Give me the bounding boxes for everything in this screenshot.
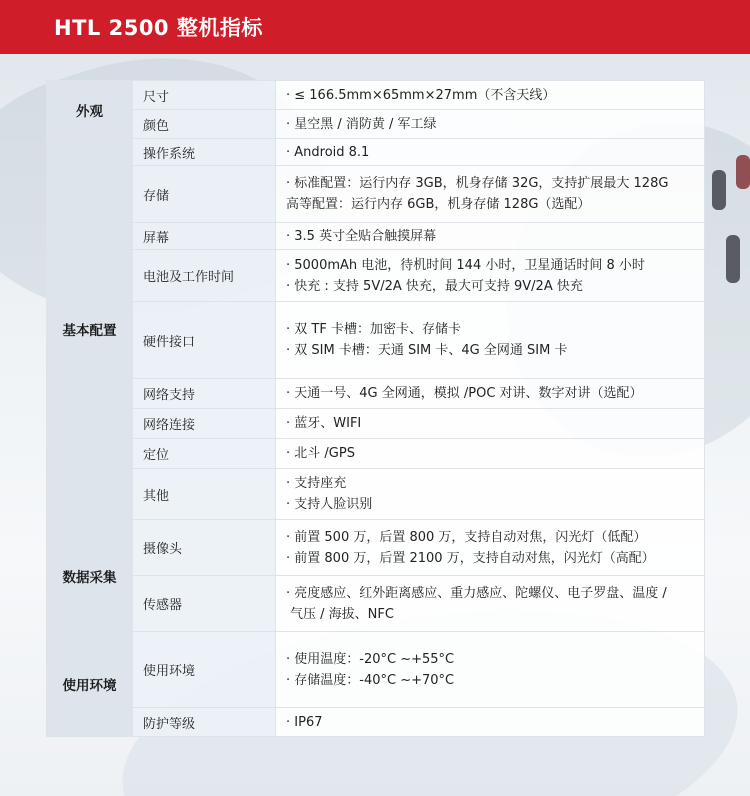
item-cell: 防护等级 bbox=[133, 708, 276, 737]
table-row bbox=[47, 576, 705, 632]
item-cell: 存储 bbox=[133, 166, 276, 223]
value-cell: · ≤ 166.5mm×65mm×27mm（不含天线） bbox=[276, 81, 705, 110]
value-cell: · Android 8.1 bbox=[276, 139, 705, 166]
category-cell: 基本配置 bbox=[47, 139, 133, 520]
climber-figure bbox=[726, 235, 740, 283]
value-cell: · 前置 500 万，后置 800 万，支持自动对焦，闪光灯（低配） · 前置 800 万，后置 2100 万，支持自动对焦，闪光灯（高配） bbox=[276, 520, 705, 576]
category-cell: 外观 bbox=[47, 81, 133, 139]
value-cell: · 亮度感应、红外距离感应、重力感应、陀螺仪、电子罗盘、温度 / 气压 / 海拔、NFC bbox=[276, 576, 705, 632]
item-cell: 网络支持 bbox=[133, 379, 276, 409]
table-row bbox=[47, 166, 705, 223]
value-cell: · 星空黑 / 消防黄 / 军工绿 bbox=[276, 110, 705, 139]
item-cell: 网络连接 bbox=[133, 409, 276, 439]
item-cell: 颜色 bbox=[133, 110, 276, 139]
item-cell: 尺寸 bbox=[133, 81, 276, 110]
value-cell: · 天通一号、4G 全网通，模拟 /POC 对讲、数字对讲（选配） bbox=[276, 379, 705, 409]
table-row bbox=[47, 379, 705, 409]
item-cell: 操作系统 bbox=[133, 139, 276, 166]
value-cell: · 使用温度：-20°C ~+55°C · 存储温度：-40°C ~+70°C bbox=[276, 632, 705, 708]
item-cell: 电池及工作时间 bbox=[133, 250, 276, 302]
table-row bbox=[47, 469, 705, 520]
table-row bbox=[47, 439, 705, 469]
page-title: HTL 2500 整机指标 bbox=[54, 16, 263, 40]
climber-figure bbox=[712, 170, 726, 210]
value-cell: · 双 TF 卡槽：加密卡、存储卡 · 双 SIM 卡槽：天通 SIM 卡、4G 全网通 SIM 卡 bbox=[276, 302, 705, 379]
table-row bbox=[47, 223, 705, 250]
value-cell: · 5000mAh 电池，待机时间 144 小时，卫星通话时间 8 小时 · 快充 : 支持 5V/2A 快充，最大可支持 9V/2A 快充 bbox=[276, 250, 705, 302]
item-cell: 硬件接口 bbox=[133, 302, 276, 379]
table-row bbox=[47, 250, 705, 302]
item-cell: 摄像头 bbox=[133, 520, 276, 576]
header-banner bbox=[0, 0, 750, 54]
value-cell: · 标准配置：运行内存 3GB，机身存储 32G，支持扩展最大 128G 高等配置：运行内存 6GB，机身存储 128G（选配） bbox=[276, 166, 705, 223]
table-row bbox=[47, 409, 705, 439]
value-cell: · 北斗 /GPS bbox=[276, 439, 705, 469]
table-row bbox=[47, 708, 705, 737]
table-row bbox=[47, 110, 705, 139]
item-cell: 屏幕 bbox=[133, 223, 276, 250]
item-cell: 其他 bbox=[133, 469, 276, 520]
value-cell: · IP67 bbox=[276, 708, 705, 737]
item-cell: 传感器 bbox=[133, 576, 276, 632]
item-cell: 定位 bbox=[133, 439, 276, 469]
value-cell: · 支持座充 · 支持人脸识别 bbox=[276, 469, 705, 520]
table-row bbox=[47, 632, 705, 708]
value-cell: · 3.5 英寸全贴合触摸屏幕 bbox=[276, 223, 705, 250]
table-row bbox=[47, 139, 705, 166]
category-cell: 使用环境 bbox=[47, 632, 133, 737]
table-row bbox=[47, 520, 705, 576]
spec-table bbox=[46, 80, 705, 737]
table-row bbox=[47, 302, 705, 379]
table-row bbox=[47, 81, 705, 110]
climber-figure bbox=[736, 155, 750, 189]
item-cell: 使用环境 bbox=[133, 632, 276, 708]
value-cell: · 蓝牙、WIFI bbox=[276, 409, 705, 439]
category-cell: 数据采集 bbox=[47, 520, 133, 632]
